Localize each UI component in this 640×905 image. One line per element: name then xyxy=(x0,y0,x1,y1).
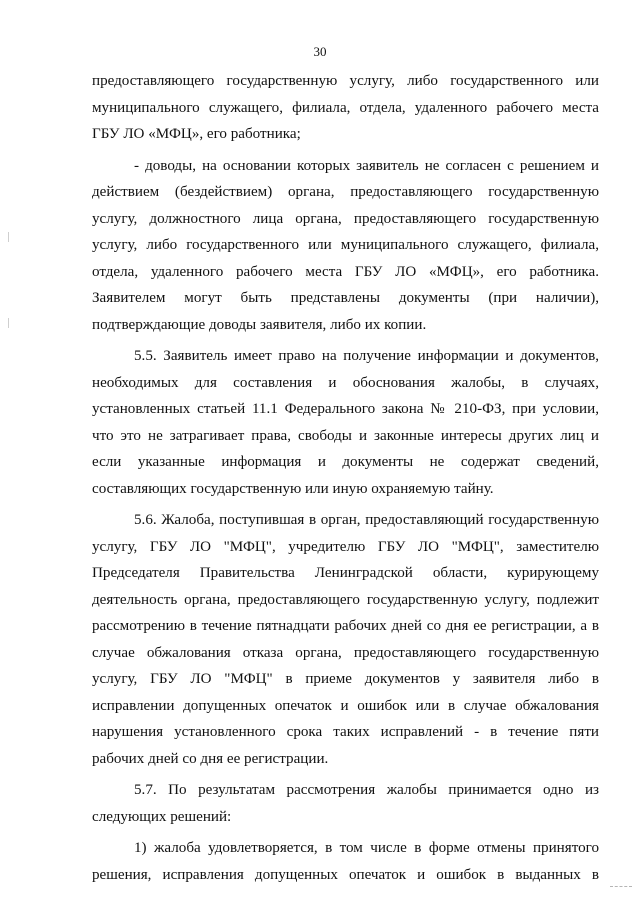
body-text xyxy=(92,68,599,888)
text-line: услугу, ГБУ ЛО "МФЦ", учредителю ГБУ ЛО "МФЦ", заместителю xyxy=(92,538,599,555)
text-line: 5.5. Заявитель имеет право на получение информации и документов, xyxy=(134,348,599,364)
text-line: Председателя Правительства Ленинградской области, курирующему xyxy=(92,565,599,581)
text-line: отдела, удаленного рабочего места ГБУ ЛО «МФЦ», его работника. xyxy=(92,263,599,280)
text-line: 5.6. Жалоба, поступившая в орган, предоставляющий государственную xyxy=(134,512,599,528)
text-line: решения, исправления допущенных опечаток и ошибок в выданных в xyxy=(92,866,599,883)
text-line: рабочих дней со дня ее регистрации. xyxy=(92,750,329,767)
scan-corner-mark xyxy=(610,886,632,887)
text-line: 1) жалоба удовлетворяется, в том числе в форме отмены принятого xyxy=(134,840,599,856)
text-line: муниципального служащего, филиала, отдела, удаленного рабочего места xyxy=(92,99,599,116)
text-line: исправлении допущенных опечаток и ошибок или в случае обжалования xyxy=(92,697,599,714)
text-line: Заявителем могут быть представлены документы (при наличии), xyxy=(92,290,599,306)
text-line: действием (бездействием) органа, предоставляющего государственную xyxy=(92,184,599,200)
text-line: установленных статьей 11.1 Федерального закона № 210-ФЗ, при условии, xyxy=(92,401,599,417)
text-line: услугу, либо государственного или муниципального служащего, филиала, xyxy=(92,237,599,253)
text-line: 5.7. По результатам рассмотрения жалобы принимается одно из xyxy=(134,782,599,798)
text-line: услугу, должностного лица органа, предоставляющего государственную xyxy=(92,210,599,227)
text-line: необходимых для составления и обоснования жалобы, в случаях, xyxy=(92,374,599,391)
text-line: случае обжалования отказа органа, предоставляющего государственную xyxy=(92,644,599,661)
text-line: деятельность органа, предоставляющего государственную услугу, подлежит xyxy=(92,591,599,608)
text-line: составляющих государственную или иную охраняемую тайну. xyxy=(92,480,494,497)
text-line: услугу, ГБУ ЛО "МФЦ" в приеме документов у заявителя либо в xyxy=(92,671,599,687)
scan-margin-mark xyxy=(8,318,9,328)
text-line: ГБУ ЛО «МФЦ», его работника; xyxy=(92,126,301,142)
text-line: предоставляющего государственную услугу, либо государственного или xyxy=(92,73,599,89)
text-line: следующих решений: xyxy=(92,808,232,825)
text-line: - доводы, на основании которых заявитель не согласен с решением и xyxy=(134,157,599,174)
scan-margin-mark xyxy=(8,232,9,242)
text-line: рассмотрению в течение пятнадцати рабочих дней со дня ее регистрации, а в xyxy=(92,618,599,634)
text-line: если указанные информация и документы не содержат сведений, xyxy=(92,454,599,470)
page-number: 30 xyxy=(313,44,327,59)
text-line: подтверждающие доводы заявителя, либо их копии. xyxy=(92,316,427,333)
text-line: что это не затрагивает права, свободы и законные интересы других лиц и xyxy=(92,427,599,444)
text-line: нарушения установленного срока таких исправлений - в течение пяти xyxy=(92,724,599,740)
